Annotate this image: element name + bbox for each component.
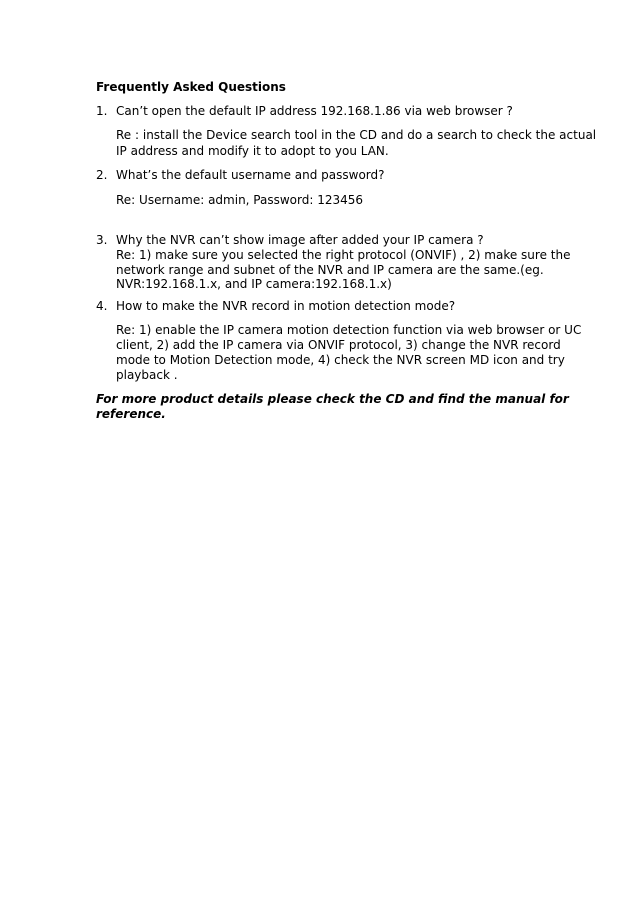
faq-3-answer-line-3: NVR:192.168.1.x, and IP camera:192.168.1.x) xyxy=(116,277,392,291)
faq-3-question: Why the NVR can’t show image after added your IP camera ? xyxy=(116,233,484,247)
faq-4-answer-line-2: client, 2) add the IP camera via ONVIF protocol, 3) change the NVR record xyxy=(116,338,561,352)
faq-4-answer-line-4: playback . xyxy=(116,368,178,382)
faq-3-answer-line-1: Re: 1) make sure you selected the right protocol (ONVIF) , 2) make sure the xyxy=(116,248,571,262)
footer-note-line-1: For more product details please check the CD and find the manual for xyxy=(96,392,569,406)
faq-1-answer-line-2: IP address and modify it to adopt to you LAN. xyxy=(116,144,389,158)
faq-3-number: 3. xyxy=(96,233,108,247)
page-title: Frequently Asked Questions xyxy=(96,80,286,94)
faq-2-number: 2. xyxy=(96,168,108,182)
faq-4-answer-line-3: mode to Motion Detection mode, 4) check the NVR screen MD icon and try xyxy=(116,353,565,367)
faq-4-number: 4. xyxy=(96,299,108,313)
faq-2-question: What’s the default username and password? xyxy=(116,168,385,182)
faq-1-answer-line-1: Re : install the Device search tool in the CD and do a search to check the actual xyxy=(116,128,597,142)
faq-1-number: 1. xyxy=(96,104,108,118)
faq-4-answer-line-1: Re: 1) enable the IP camera motion detection function via web browser or UC xyxy=(116,323,582,337)
faq-1-question: Can’t open the default IP address 192.168.1.86 via web browser ? xyxy=(116,104,513,118)
footer-note-line-2: reference. xyxy=(96,407,166,421)
faq-4-question: How to make the NVR record in motion detection mode? xyxy=(116,299,456,313)
faq-3-answer-line-2: network range and subnet of the NVR and IP camera are the same.(eg. xyxy=(116,263,544,277)
faq-2-answer-line-1: Re: Username: admin, Password: 123456 xyxy=(116,193,364,207)
